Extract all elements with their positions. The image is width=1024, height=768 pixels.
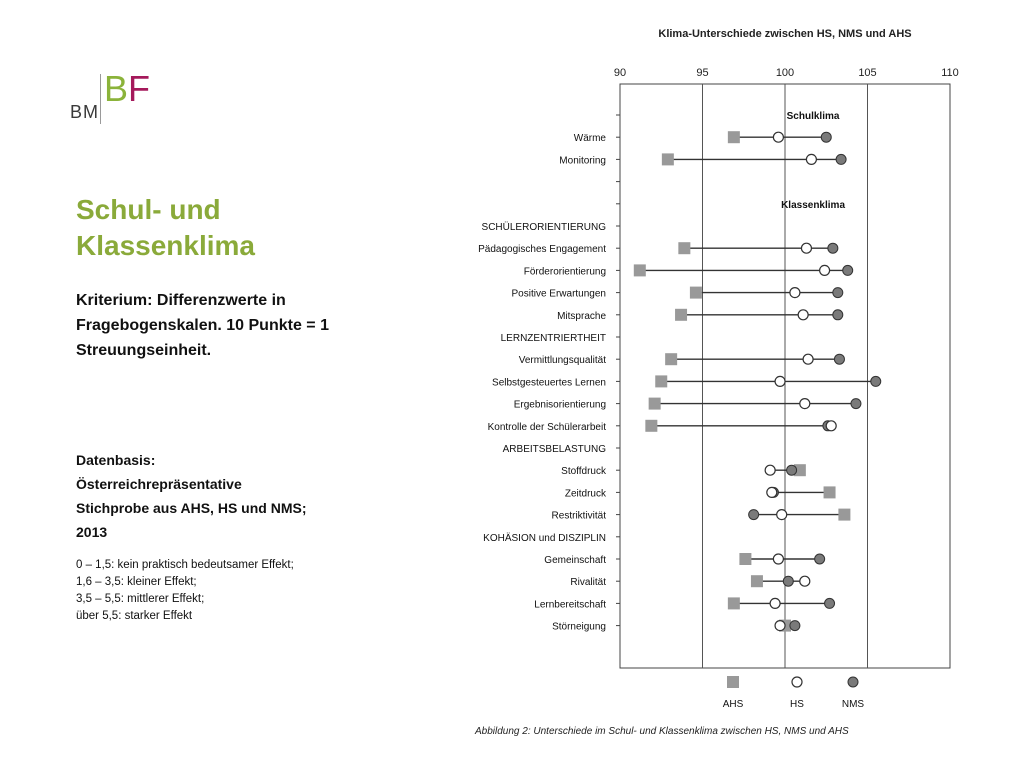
criterion-line-1: Kriterium: Differenzwerte in bbox=[76, 292, 286, 309]
item-label: Kontrolle der Schülerarbeit bbox=[487, 421, 606, 433]
group-label: KOHÄSION und DISZIPLIN bbox=[483, 532, 606, 544]
x-tick-label: 90 bbox=[613, 67, 627, 79]
chart-title: Klima-Unterschiede zwischen HS, NMS und AHS bbox=[658, 28, 912, 40]
nms-marker bbox=[787, 465, 797, 475]
nms-marker bbox=[833, 310, 843, 320]
x-tick-label: 95 bbox=[696, 67, 709, 79]
item-label: Monitoring bbox=[559, 155, 606, 167]
ahs-marker bbox=[838, 509, 850, 521]
basis-line-4: 2013 bbox=[76, 524, 108, 540]
ahs-marker bbox=[728, 597, 740, 609]
effect-scale-item: über 5,5: starker Effekt bbox=[76, 610, 193, 622]
item-label: Positive Erwartungen bbox=[511, 288, 606, 300]
ahs-marker bbox=[675, 309, 687, 321]
section-label: Schulklima bbox=[786, 111, 840, 122]
x-tick-label: 110 bbox=[941, 67, 959, 79]
hs-marker bbox=[800, 576, 810, 586]
logo-divider bbox=[100, 74, 101, 124]
item-label: Selbstgesteuertes Lernen bbox=[492, 377, 606, 389]
slide-title bbox=[76, 192, 396, 264]
figure-caption: Abbildung 2: Unterschiede im Schul- und Klassenklima zwischen HS, NMS und AHS bbox=[475, 726, 849, 737]
ahs-marker bbox=[678, 242, 690, 254]
item-label: Pädagogisches Engagement bbox=[478, 244, 606, 256]
nms-marker bbox=[821, 132, 831, 142]
hs-marker bbox=[800, 399, 810, 409]
criterion-line-3: Streuungseinheit. bbox=[76, 342, 212, 359]
basis-line-3: Stichprobe aus AHS, HS und NMS; bbox=[76, 500, 307, 516]
hs-marker bbox=[801, 243, 811, 253]
item-label: Restriktivität bbox=[551, 510, 606, 522]
hs-marker bbox=[775, 621, 785, 631]
section-label: Klassenklima bbox=[781, 199, 846, 211]
climate-differences-chart bbox=[400, 20, 1000, 750]
effect-scale-item: 1,6 – 3,5: kleiner Effekt; bbox=[76, 576, 197, 588]
effect-scale-item: 0 – 1,5: kein praktisch bedeutsamer Effekt; bbox=[76, 559, 294, 571]
hs-marker bbox=[790, 288, 800, 298]
item-label: Ergebnisorientierung bbox=[513, 399, 606, 411]
item-label: Gemeinschaft bbox=[544, 555, 606, 566]
ahs-marker bbox=[655, 375, 667, 387]
data-basis-text bbox=[76, 448, 406, 544]
item-label: Wärme bbox=[573, 133, 606, 145]
hs-marker bbox=[826, 421, 836, 431]
nms-marker bbox=[825, 598, 835, 608]
slide-title-line-2: Klassenklima bbox=[76, 230, 255, 261]
hs-marker bbox=[773, 554, 783, 564]
legend-label: HS bbox=[790, 699, 804, 710]
item-label: Vermittlungsqualität bbox=[518, 355, 606, 367]
nms-marker bbox=[815, 554, 825, 564]
legend-nms-swatch bbox=[848, 677, 858, 687]
ahs-marker bbox=[645, 420, 657, 432]
hs-marker bbox=[775, 376, 785, 386]
hs-marker bbox=[765, 465, 775, 475]
legend-label: AHS bbox=[722, 699, 744, 710]
item-label: Zeitdruck bbox=[564, 488, 606, 500]
group-label: ARBEITSBELASTUNG bbox=[502, 444, 606, 455]
ahs-marker bbox=[662, 153, 674, 165]
item-label: Störneigung bbox=[552, 621, 606, 633]
hs-marker bbox=[803, 354, 813, 364]
item-label: Lernbereitschaft bbox=[534, 599, 606, 611]
nms-marker bbox=[834, 354, 844, 364]
logo-b-letter: B bbox=[104, 68, 129, 109]
x-tick-label: 100 bbox=[775, 67, 795, 79]
nms-marker bbox=[828, 243, 838, 253]
nms-marker bbox=[843, 265, 853, 275]
criterion-line-2: Fragebogenskalen. 10 Punkte = 1 bbox=[76, 317, 329, 334]
ahs-marker bbox=[824, 486, 836, 498]
ahs-marker bbox=[728, 131, 740, 143]
criterion-text bbox=[76, 288, 406, 363]
group-label: LERNZENTRIERTHEIT bbox=[500, 333, 606, 344]
group-label: SCHÜLERORIENTIERUNG bbox=[481, 222, 606, 233]
nms-marker bbox=[749, 510, 759, 520]
nms-marker bbox=[871, 376, 881, 386]
item-label: Mitsprache bbox=[557, 310, 606, 322]
hs-marker bbox=[777, 510, 787, 520]
nms-marker bbox=[836, 154, 846, 164]
logo-bm-text: BM bbox=[70, 102, 99, 122]
legend-hs-swatch bbox=[792, 677, 802, 687]
item-label: Rivalität bbox=[570, 577, 606, 589]
basis-line-2: Österreichrepräsentative bbox=[76, 476, 242, 492]
hs-marker bbox=[773, 132, 783, 142]
legend-label: NMS bbox=[841, 699, 865, 710]
ahs-marker bbox=[649, 398, 661, 410]
hs-marker bbox=[798, 310, 808, 320]
nms-marker bbox=[790, 621, 800, 631]
nms-marker bbox=[783, 576, 793, 586]
hs-marker bbox=[770, 598, 780, 608]
hs-marker bbox=[767, 487, 777, 497]
effect-scale-item: 3,5 – 5,5: mittlerer Effekt; bbox=[76, 593, 205, 605]
hs-marker bbox=[806, 154, 816, 164]
nms-marker bbox=[851, 399, 861, 409]
ahs-marker bbox=[634, 264, 646, 276]
basis-line-1: Datenbasis: bbox=[76, 452, 156, 468]
ahs-marker bbox=[690, 287, 702, 299]
nms-marker bbox=[833, 288, 843, 298]
ahs-marker bbox=[739, 553, 751, 565]
slide-title-line-1: Schul- und bbox=[76, 194, 221, 225]
ahs-marker bbox=[665, 353, 677, 365]
hs-marker bbox=[820, 265, 830, 275]
item-label: Stoffdruck bbox=[561, 466, 606, 478]
item-label: Förderorientierung bbox=[523, 266, 606, 278]
x-tick-label: 105 bbox=[858, 67, 877, 79]
effect-scale-list bbox=[76, 557, 406, 625]
legend-ahs-swatch bbox=[727, 676, 739, 688]
ahs-marker bbox=[751, 575, 763, 587]
bmbf-logo bbox=[70, 70, 170, 126]
logo-f-letter: F bbox=[128, 68, 150, 109]
